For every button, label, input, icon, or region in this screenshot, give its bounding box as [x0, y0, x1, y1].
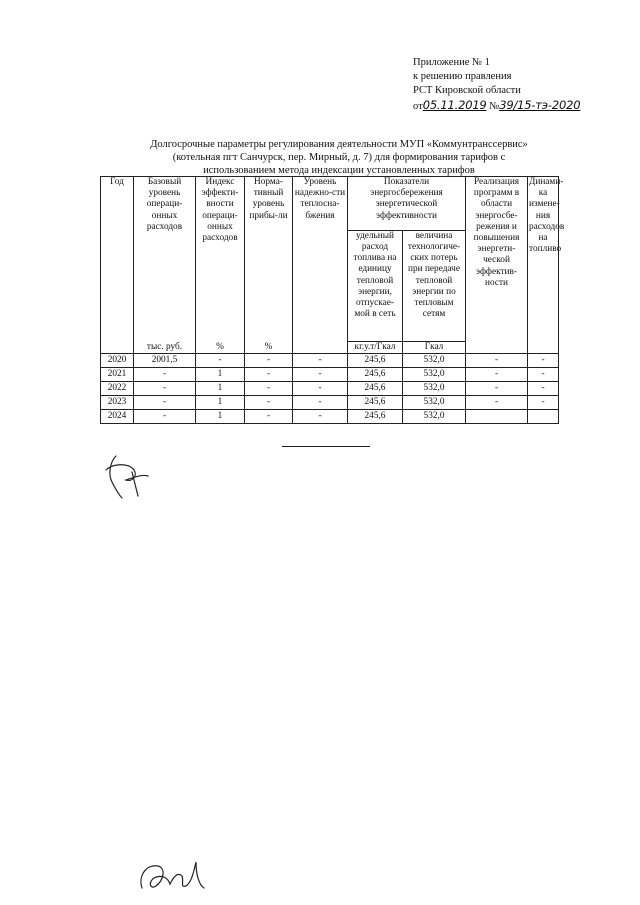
cell-year: 2020 [101, 353, 134, 367]
annex-line-1: Приложение № 1 [413, 57, 490, 68]
unit-year [101, 341, 134, 353]
cell-losses: 532,0 [403, 409, 466, 423]
table-row [101, 367, 559, 381]
decision-date: 05.11.2019 [422, 98, 487, 112]
cell-reliability: - [293, 381, 348, 395]
signature-mark-bottom [134, 858, 208, 898]
cell-programs: - [466, 381, 528, 395]
title-line-1: Долгосрочные параметры регулирования деятельности МУП «Коммунтранссервис» [150, 139, 528, 150]
cell-fuel: 245,6 [348, 395, 403, 409]
cell-fuel: 245,6 [348, 367, 403, 381]
cell-programs [466, 409, 528, 423]
cell-reliability: - [293, 367, 348, 381]
cell-programs: - [466, 367, 528, 381]
unit-index: % [196, 341, 245, 353]
header-norm: Норма-тивный уровень прибы-ли [245, 177, 293, 342]
header-losses: величина технологиче-ских потерь при передаче тепловой энергии по тепловым сетям [403, 230, 466, 341]
annex-date-line [413, 98, 613, 114]
cell-losses: 532,0 [403, 381, 466, 395]
annex-line-3: РСТ Кировской области [413, 85, 521, 96]
unit-fuel: кг.у.т/Гкал [348, 341, 403, 353]
cell-norm: - [245, 409, 293, 423]
header-energy-group: Показатели энергосбережения энергетической эффективности [348, 177, 466, 231]
cell-fuel: 245,6 [348, 409, 403, 423]
cell-index: 1 [196, 395, 245, 409]
cell-dynamics: - [528, 367, 559, 381]
cell-base: - [134, 381, 196, 395]
number-prefix: № [489, 101, 500, 112]
cell-fuel: 245,6 [348, 381, 403, 395]
parameters-table [100, 176, 565, 424]
cell-reliability: - [293, 395, 348, 409]
annex-line-2: к решению правления [413, 71, 512, 82]
cell-programs: - [466, 395, 528, 409]
unit-base: тыс. руб. [134, 341, 196, 353]
annex-block [413, 56, 613, 114]
header-base: Базовый уровень операци-онных расходов [134, 177, 196, 342]
header-fuel: удельный расход топлива на единицу тепловой энергии, отпускае-мой в сеть [348, 230, 403, 341]
cell-year: 2023 [101, 395, 134, 409]
table-row [101, 395, 559, 409]
cell-year: 2022 [101, 381, 134, 395]
cell-norm: - [245, 381, 293, 395]
cell-dynamics: - [528, 353, 559, 367]
unit-losses: Гкал [403, 341, 466, 353]
cell-index: 1 [196, 409, 245, 423]
cell-index: - [196, 353, 245, 367]
header-programs: Реализация программ в области энергосбе-режения и повышения энергети-ческой эффектив-ности [466, 177, 528, 354]
cell-reliability: - [293, 353, 348, 367]
header-dynamics: Динами-ка измене-ния расходов на топливо [528, 177, 559, 354]
ot-prefix: от [413, 101, 423, 112]
cell-base: - [134, 409, 196, 423]
cell-norm: - [245, 395, 293, 409]
cell-fuel: 245,6 [348, 353, 403, 367]
signature-mark [98, 452, 156, 500]
cell-norm: - [245, 367, 293, 381]
header-row-1 [101, 177, 559, 231]
document-title [120, 138, 558, 177]
cell-index: 1 [196, 381, 245, 395]
closing-rule [282, 446, 370, 447]
cell-base: - [134, 395, 196, 409]
cell-base: - [134, 367, 196, 381]
cell-year: 2024 [101, 409, 134, 423]
header-index: Индекс эффекти-вности операци-онных расходов [196, 177, 245, 342]
cell-losses: 532,0 [403, 367, 466, 381]
table-row [101, 381, 559, 395]
cell-reliability: - [293, 409, 348, 423]
cell-norm: - [245, 353, 293, 367]
cell-base: 2001,5 [134, 353, 196, 367]
title-line-2: (котельная пгт Санчурск, пер. Мирный, д. 7) для формирования тарифов с [172, 152, 506, 163]
cell-dynamics [528, 409, 559, 423]
cell-losses: 532,0 [403, 395, 466, 409]
cell-losses: 532,0 [403, 353, 466, 367]
table-row [101, 353, 559, 367]
cell-dynamics: - [528, 395, 559, 409]
table-row [101, 409, 559, 423]
cell-programs: - [466, 353, 528, 367]
title-line-3: использованием метода индексации установленных тарифов [203, 165, 475, 176]
header-year: Год [101, 177, 134, 342]
cell-year: 2021 [101, 367, 134, 381]
decision-number: 39/15-тэ-2020 [499, 98, 581, 112]
header-reliability: Уровень надежно-сти теплосна-бжения [293, 177, 348, 354]
cell-dynamics: - [528, 381, 559, 395]
cell-index: 1 [196, 367, 245, 381]
unit-norm: % [245, 341, 293, 353]
